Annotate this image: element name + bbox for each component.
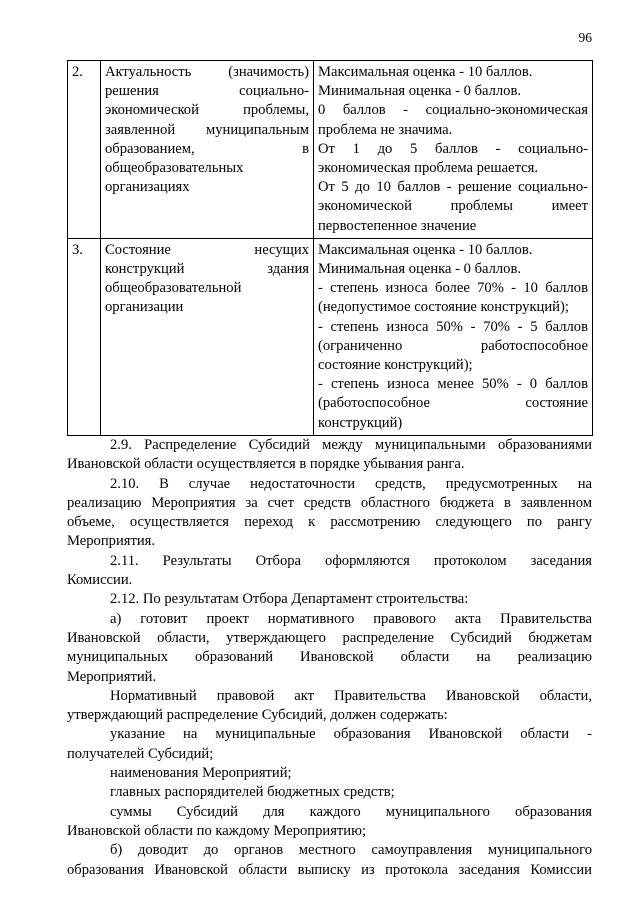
paragraph-2-10	[67, 475, 592, 494]
row-number: 2.	[68, 61, 101, 239]
paragraph-summ-cont	[67, 822, 592, 841]
paragraph-b	[67, 841, 592, 860]
text-line: указание на муниципальные образования Ивановской области -	[110, 726, 592, 743]
criterion-line: решения социально-	[105, 83, 309, 100]
score-line: - степень износа 50% - 70% - 5 баллов	[318, 318, 588, 335]
paragraph-npa-cont	[67, 706, 592, 725]
text-line: 2.10. В случае недостаточности средств, предусмотренных на	[110, 475, 592, 492]
text-line: 2.11. Результаты Отбора оформляются протоколом заседания	[110, 552, 592, 569]
score-line: конструкций)	[318, 414, 403, 431]
score-line: первостепенное значение	[318, 217, 477, 234]
paragraph-naim	[67, 764, 592, 783]
paragraph-2-9-cont	[67, 455, 592, 474]
text-line: суммы Субсидий для каждого муниципального образования	[110, 803, 592, 820]
paragraph-summ	[67, 803, 592, 822]
score-line: состояние конструкций);	[318, 357, 473, 374]
criterion-line: организации	[105, 299, 184, 316]
text-line: утверждающий распределение Субсидий, должен содержать:	[67, 707, 448, 724]
paragraph-glav	[67, 783, 592, 802]
text-line: образования Ивановской области выписку из протокола заседания Комиссии	[67, 861, 592, 878]
text-line: Ивановской области по каждому Мероприятию;	[67, 822, 367, 839]
score-line: - степень износа более 70% - 10 баллов	[318, 280, 588, 297]
paragraph-2-11-cont	[67, 571, 592, 590]
score-line: (недопустимое состояние конструкций);	[318, 299, 569, 316]
paragraph-npa	[67, 687, 592, 706]
paragraph-b-cont	[67, 861, 592, 880]
text-line: муниципальных образований Ивановской области на реализацию	[67, 649, 592, 666]
paragraph-ukaz	[67, 725, 592, 744]
table-row	[68, 238, 593, 435]
text-line: Ивановской области, утверждающего распределение Субсидий бюджетам	[67, 629, 592, 646]
criteria-table	[67, 60, 593, 436]
text-line: 2.12. По результатам Отбора Департамент строительства:	[110, 591, 469, 608]
criterion-cell	[101, 61, 314, 239]
text-line: а) готовит проект нормативного правового акта Правительства	[110, 610, 592, 627]
table-row	[68, 61, 593, 239]
score-cell	[314, 238, 593, 435]
paragraph-ukaz-cont	[67, 745, 592, 764]
paragraph-2-9	[67, 436, 592, 455]
score-line: экономической проблемы имеет	[318, 198, 588, 215]
text-line: Мероприятий.	[67, 668, 157, 685]
score-line: (работоспособное состояние	[318, 395, 588, 412]
document-body	[67, 436, 592, 880]
text-line: Ивановской области осуществляется в порядке убывания ранга.	[67, 456, 465, 473]
criterion-line: Состояние несущих	[105, 241, 309, 258]
text-line: получателей Субсидий;	[67, 745, 214, 762]
score-cell	[314, 61, 593, 239]
criterion-cell	[101, 238, 314, 435]
criterion-line: общеобразовательных	[105, 160, 244, 177]
paragraph-2-12	[67, 590, 592, 609]
score-line: - степень износа менее 50% - 0 баллов	[318, 376, 588, 393]
text-line: объеме, осуществляется переход к рассмотрению следующего по рангу	[67, 514, 592, 531]
criterion-line: общеобразовательной	[105, 280, 242, 297]
score-line: проблема не значима.	[318, 121, 453, 138]
text-line: наименования Мероприятий;	[110, 765, 292, 782]
text-line: Нормативный правовой акт Правительства Ивановской области,	[110, 687, 592, 704]
score-line: Максимальная оценка - 10 баллов.	[318, 241, 533, 258]
text-line: реализацию Мероприятия за счет средств областного бюджета в заявленном	[67, 494, 592, 511]
score-line: Минимальная оценка - 0 баллов.	[318, 261, 522, 278]
score-line: От 1 до 5 баллов - социально-	[318, 140, 588, 157]
text-line: Мероприятия.	[67, 533, 156, 550]
text-line: Комиссии.	[67, 572, 133, 589]
paragraph-a	[67, 610, 592, 629]
paragraph-2-11	[67, 552, 592, 571]
paragraph-a-cont	[67, 629, 592, 687]
criterion-line: конструкций здания	[105, 261, 309, 278]
page-number: 96	[578, 30, 592, 45]
score-line: Максимальная оценка - 10 баллов.	[318, 64, 533, 80]
paragraph-2-10-cont	[67, 494, 592, 552]
row-number: 3.	[68, 238, 101, 435]
score-line: Минимальная оценка - 0 баллов.	[318, 83, 522, 100]
score-line: (ограниченно работоспособное	[318, 337, 588, 354]
score-line: 0 баллов - социально-экономическая	[318, 102, 588, 119]
criterion-line: экономической проблемы,	[105, 102, 309, 119]
criterion-line: заявленной муниципальным	[105, 121, 309, 138]
criterion-line: Актуальность (значимость)	[105, 64, 309, 80]
criterion-line: образованием, в	[105, 140, 309, 157]
text-line: 2.9. Распределение Субсидий между муниципальными образованиями	[110, 437, 592, 453]
criterion-line: организациях	[105, 179, 190, 196]
score-line: От 5 до 10 баллов - решение социально-	[318, 179, 588, 196]
text-line: главных распорядителей бюджетных средств;	[110, 784, 395, 801]
score-line: экономическая проблема решается.	[318, 160, 538, 177]
text-line: б) доводит до органов местного самоуправления муниципального	[110, 842, 592, 859]
